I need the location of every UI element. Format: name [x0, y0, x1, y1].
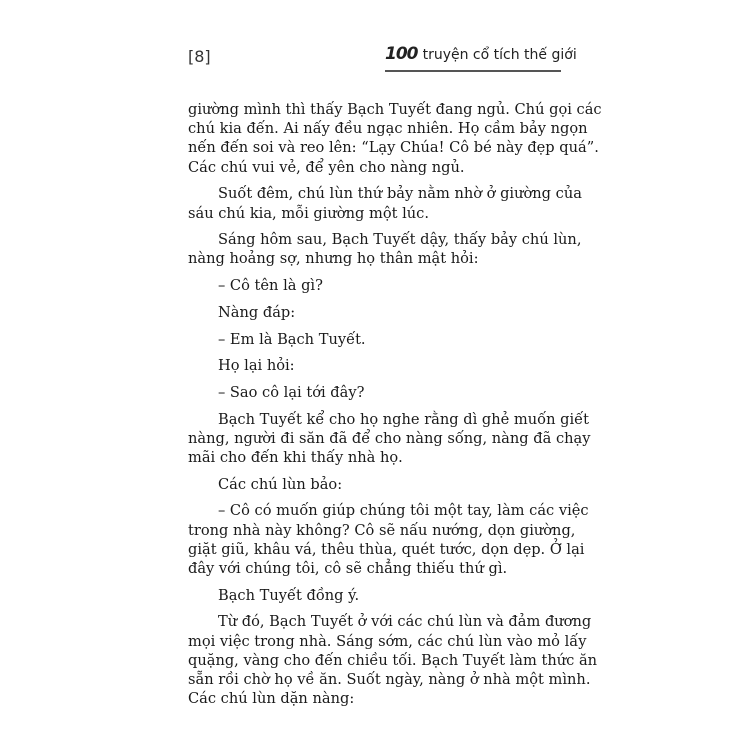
page-number: [8]: [188, 47, 211, 66]
text-line: Các chú vui vẻ, để yên cho nàng ngủ.: [188, 158, 465, 176]
text-line: giặt giũ, khâu vá, thêu thùa, quét tước, dọn dẹp. Ở lại: [188, 540, 585, 558]
paragraph: [188, 230, 582, 268]
page-body: [188, 100, 602, 716]
text-line: đây với chúng tôi, cô sẽ chẳng thiếu thứ gì.: [188, 560, 508, 578]
text-line: Các chú lùn dặn nàng:: [188, 690, 355, 708]
paragraph: [188, 356, 566, 375]
text-line: Từ đó, Bạch Tuyết ở với các chú lùn và đảm đương: [218, 613, 592, 631]
text-line: sáu chú kia, mỗi giường một lúc.: [188, 204, 429, 222]
paragraph: [188, 475, 566, 494]
text-line: trong nhà này không? Cô sẽ nấu nướng, dọn giường,: [188, 521, 576, 539]
text-line: – Cô tên là gì?: [218, 277, 323, 295]
paragraph: [188, 612, 598, 708]
text-line: Bạch Tuyết đồng ý.: [218, 586, 360, 604]
text-line: nàng, người đi săn đã để cho nàng sống, nàng đã chạy: [188, 429, 591, 447]
paragraph: [188, 276, 566, 295]
text-line: Suốt đêm, chú lùn thứ bảy nằm nhờ ở giường của: [218, 185, 582, 203]
text-line: quặng, vàng cho đến chiều tối. Bạch Tuyết làm thức ăn: [188, 651, 598, 669]
paragraph: [188, 410, 591, 468]
text-line: mọi việc trong nhà. Sáng sớm, các chú lùn vào mỏ lấy: [188, 632, 587, 650]
text-line: – Cô có muốn giúp chúng tôi một tay, làm các việc: [218, 502, 589, 520]
text-line: giường mình thì thấy Bạch Tuyết đang ngủ. Chú gọi các: [188, 101, 602, 118]
text-line: – Em là Bạch Tuyết.: [218, 330, 366, 348]
text-line: Nàng đáp:: [218, 303, 296, 321]
book-title-text: truyện cổ tích thế giới: [422, 47, 577, 63]
paragraph: [188, 586, 566, 605]
text-line: Bạch Tuyết kể cho họ nghe rằng dì ghẻ muốn giết: [218, 410, 589, 428]
text-line: Các chú lùn bảo:: [218, 475, 343, 493]
paragraph: [188, 184, 582, 222]
paragraph: [188, 330, 566, 349]
text-line: Họ lại hỏi:: [218, 357, 295, 375]
text-line: chú kia đến. Ai nấy đều ngạc nhiên. Họ cầm bảy ngọn: [188, 120, 588, 138]
text-line: – Sao cô lại tới đây?: [218, 383, 365, 401]
text-line: nến đến soi và reo lên: “Lạy Chúa! Cô bé này đẹp quá”.: [188, 139, 599, 157]
paragraph: [188, 100, 602, 177]
text-line: nàng hoảng sợ, nhưng họ thân mật hỏi:: [188, 250, 479, 268]
book-title-number: 100: [385, 44, 418, 64]
text-line: Sáng hôm sau, Bạch Tuyết dậy, thấy bảy chú lùn,: [218, 231, 582, 249]
paragraph: [188, 501, 589, 578]
paragraph: [188, 303, 566, 322]
text-line: sẵn rồi chờ họ về ăn. Suốt ngày, nàng ở nhà một mình.: [188, 671, 591, 689]
text-line: mãi cho đến khi thấy nhà họ.: [188, 449, 403, 467]
running-title: [385, 44, 577, 72]
paragraph: [188, 383, 566, 402]
